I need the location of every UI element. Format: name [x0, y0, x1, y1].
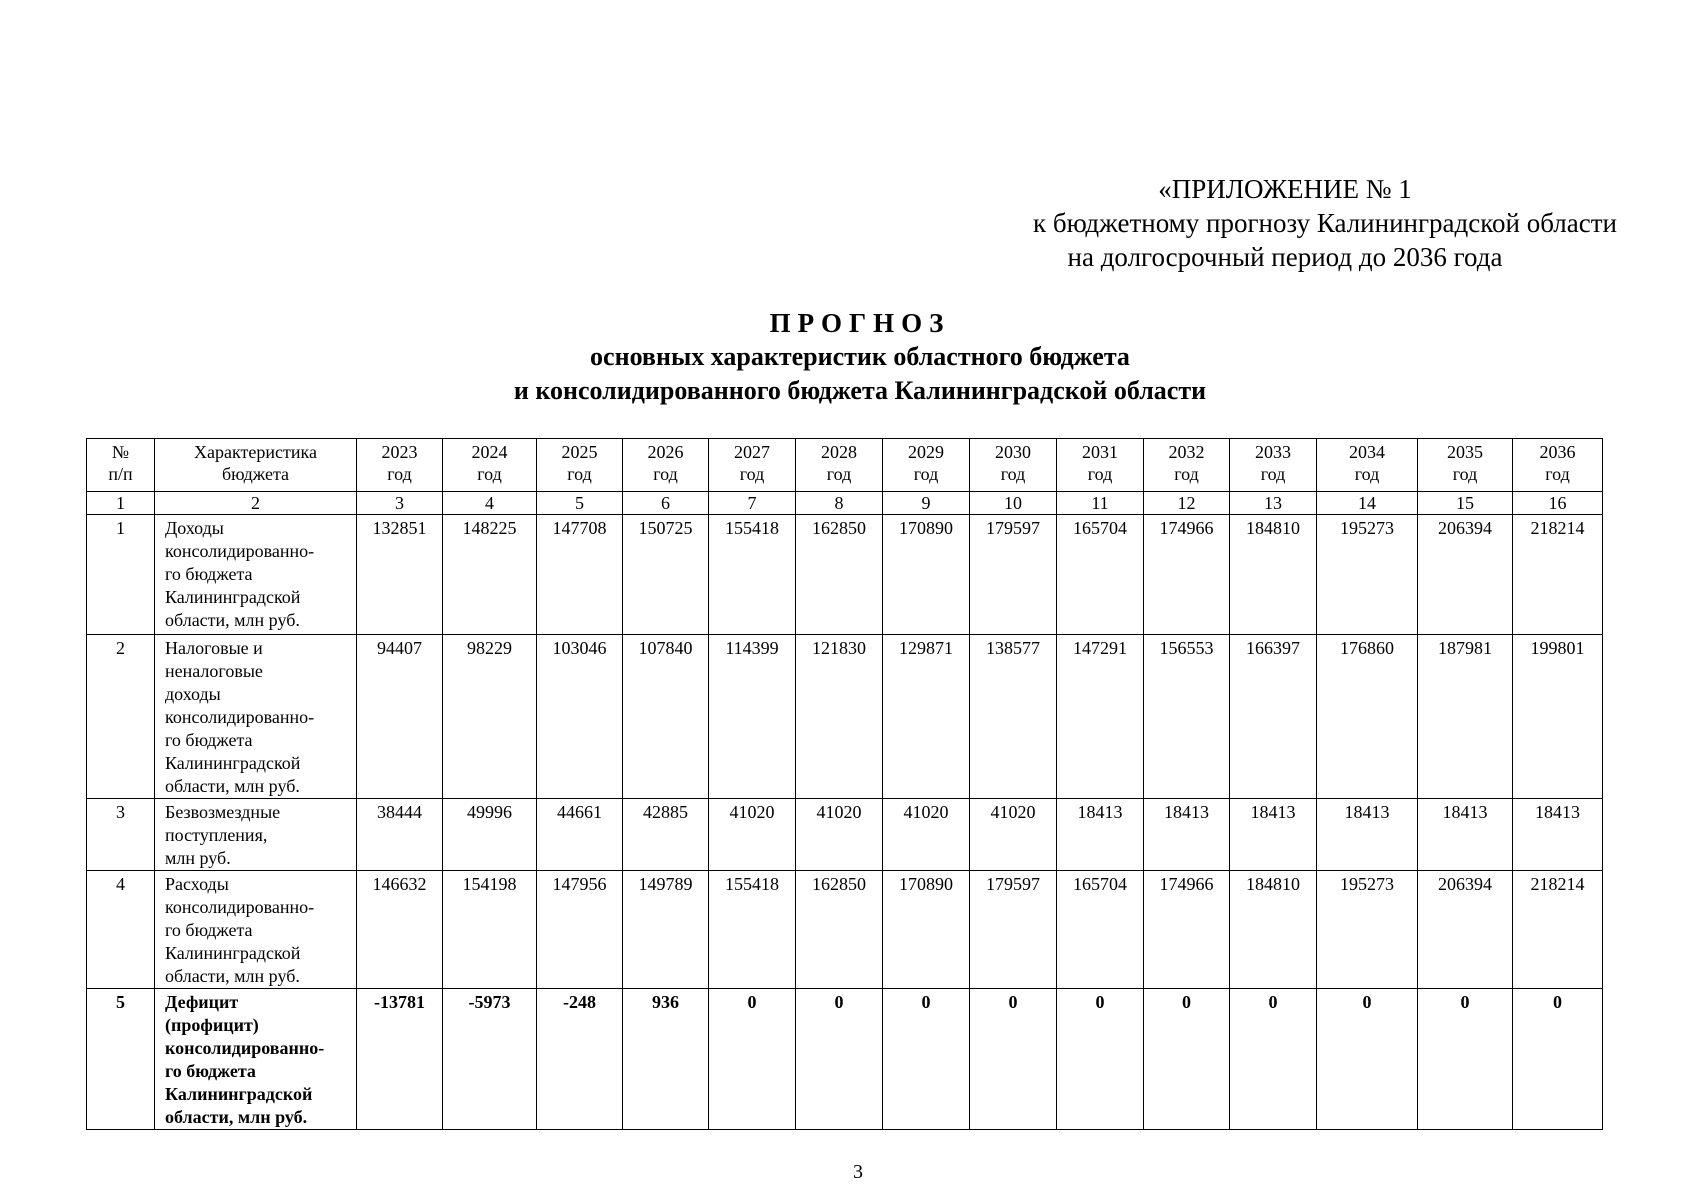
header-year: 2026 год [623, 439, 709, 492]
table-cell: 147291 [1057, 635, 1144, 799]
table-cell: 155418 [709, 515, 796, 635]
column-number: 1 [87, 492, 155, 515]
table-cell: 170890 [883, 515, 970, 635]
table-cell: 38444 [357, 799, 443, 871]
table-cell: 107840 [623, 635, 709, 799]
column-number: 11 [1057, 492, 1144, 515]
table-row [87, 635, 1603, 799]
table-cell: 166397 [1230, 635, 1317, 799]
column-number: 13 [1230, 492, 1317, 515]
table-cell: 0 [796, 989, 883, 1130]
table-cell: 129871 [883, 635, 970, 799]
table-cell: 206394 [1418, 515, 1513, 635]
column-number: 3 [357, 492, 443, 515]
table-cell: 18413 [1144, 799, 1230, 871]
table-cell: 18413 [1418, 799, 1513, 871]
table-cell: 162850 [796, 871, 883, 989]
table-cell: 42885 [623, 799, 709, 871]
table-cell: 147708 [537, 515, 623, 635]
table-cell: 218214 [1513, 871, 1603, 989]
table-row [87, 871, 1603, 989]
table-cell: 138577 [970, 635, 1057, 799]
column-number: 9 [883, 492, 970, 515]
table-row [87, 799, 1603, 871]
table-cell: 41020 [709, 799, 796, 871]
row-number: 1 [87, 515, 155, 635]
appendix-subtitle: к бюджетному прогнозу Калининградской области [1033, 208, 1617, 238]
table-cell: 0 [1230, 989, 1317, 1130]
column-number: 6 [623, 492, 709, 515]
header-year: 2030 год [970, 439, 1057, 492]
table-cell: 206394 [1418, 871, 1513, 989]
header-characteristic: Характеристика бюджета [155, 439, 357, 492]
table-cell: 41020 [970, 799, 1057, 871]
table-cell: 0 [709, 989, 796, 1130]
table-cell: 0 [970, 989, 1057, 1130]
table-cell: 174966 [1144, 871, 1230, 989]
table-cell: 49996 [443, 799, 537, 871]
table-cell: 187981 [1418, 635, 1513, 799]
column-number-row [87, 492, 1603, 515]
table-cell: 155418 [709, 871, 796, 989]
row-label: Доходы консолидированно- го бюджета Калининградской области, млн руб. [155, 515, 357, 635]
table-cell: 149789 [623, 871, 709, 989]
budget-table [86, 438, 1603, 1130]
table-cell: 176860 [1317, 635, 1418, 799]
table-cell: 179597 [970, 515, 1057, 635]
page-number: 3 [853, 1161, 863, 1183]
table-cell: 179597 [970, 871, 1057, 989]
table-cell: 0 [1144, 989, 1230, 1130]
column-number: 16 [1513, 492, 1603, 515]
table-cell: 218214 [1513, 515, 1603, 635]
table-row [87, 515, 1603, 635]
table-cell: 18413 [1513, 799, 1603, 871]
table-cell: 170890 [883, 871, 970, 989]
header-year: 2029 год [883, 439, 970, 492]
column-number: 12 [1144, 492, 1230, 515]
title-line-3: и консолидированного бюджета Калининградской области [513, 376, 1207, 405]
table-cell: 0 [1317, 989, 1418, 1130]
row-label: Налоговые и неналоговые доходы консолидированно- го бюджета Калининградской области, млн руб. [155, 635, 357, 799]
header-year: 2025 год [537, 439, 623, 492]
column-number: 15 [1418, 492, 1513, 515]
row-number: 2 [87, 635, 155, 799]
table-cell: 132851 [357, 515, 443, 635]
table-cell: 0 [1513, 989, 1603, 1130]
row-number: 5 [87, 989, 155, 1130]
header-year: 2031 год [1057, 439, 1144, 492]
header-year: 2033 год [1230, 439, 1317, 492]
row-label: Расходы консолидированно- го бюджета Калининградской области, млн руб. [155, 871, 357, 989]
document-title [0, 306, 1699, 408]
header-year: 2027 год [709, 439, 796, 492]
table-cell: -5973 [443, 989, 537, 1130]
table-cell: 150725 [623, 515, 709, 635]
header-year: 2023 год [357, 439, 443, 492]
table-cell: 121830 [796, 635, 883, 799]
table-cell: 18413 [1317, 799, 1418, 871]
table-cell: 0 [1057, 989, 1144, 1130]
title-line-2: основных характеристик областного бюджета [590, 342, 1130, 371]
column-number: 4 [443, 492, 537, 515]
row-label: Дефицит (профицит) консолидированно- го бюджета Калининградской области, млн руб. [155, 989, 357, 1130]
table-header-row [87, 439, 1603, 492]
title-forecast: ПРОГНОЗ [769, 308, 951, 338]
table-cell: 162850 [796, 515, 883, 635]
header-year: 2028 год [796, 439, 883, 492]
table-cell: 174966 [1144, 515, 1230, 635]
table-cell: 98229 [443, 635, 537, 799]
table-cell: 0 [1418, 989, 1513, 1130]
column-number: 14 [1317, 492, 1418, 515]
appendix-title: «ПРИЛОЖЕНИЕ № 1 [1158, 174, 1412, 204]
table-cell: 41020 [796, 799, 883, 871]
appendix-period: на долгосрочный период до 2036 года [1067, 242, 1503, 272]
header-year: 2036 год [1513, 439, 1603, 492]
row-number: 3 [87, 799, 155, 871]
table-cell: 148225 [443, 515, 537, 635]
table-cell: 18413 [1230, 799, 1317, 871]
table-cell: 0 [883, 989, 970, 1130]
header-year: 2034 год [1317, 439, 1418, 492]
column-number: 10 [970, 492, 1057, 515]
table-cell: 165704 [1057, 515, 1144, 635]
table-cell: 199801 [1513, 635, 1603, 799]
table-cell: -13781 [357, 989, 443, 1130]
table-cell: 165704 [1057, 871, 1144, 989]
table-cell: 41020 [883, 799, 970, 871]
column-number: 8 [796, 492, 883, 515]
table-cell: 103046 [537, 635, 623, 799]
table-cell: 195273 [1317, 871, 1418, 989]
table-cell: 195273 [1317, 515, 1418, 635]
table-cell: 114399 [709, 635, 796, 799]
table-cell: 18413 [1057, 799, 1144, 871]
header-year: 2035 год [1418, 439, 1513, 492]
table-cell: 184810 [1230, 515, 1317, 635]
table-cell: 147956 [537, 871, 623, 989]
table-cell: 936 [623, 989, 709, 1130]
table-cell: 156553 [1144, 635, 1230, 799]
column-number: 7 [709, 492, 796, 515]
column-number: 2 [155, 492, 357, 515]
header-number: № п/п [87, 439, 155, 492]
table-cell: 94407 [357, 635, 443, 799]
row-label: Безвозмездные поступления, млн руб. [155, 799, 357, 871]
appendix-header [935, 172, 1635, 274]
row-number: 4 [87, 871, 155, 989]
table-row [87, 989, 1603, 1130]
table-cell: 184810 [1230, 871, 1317, 989]
header-year: 2032 год [1144, 439, 1230, 492]
table-cell: 146632 [357, 871, 443, 989]
table-cell: -248 [537, 989, 623, 1130]
header-year: 2024 год [443, 439, 537, 492]
table-cell: 44661 [537, 799, 623, 871]
table-cell: 154198 [443, 871, 537, 989]
column-number: 5 [537, 492, 623, 515]
